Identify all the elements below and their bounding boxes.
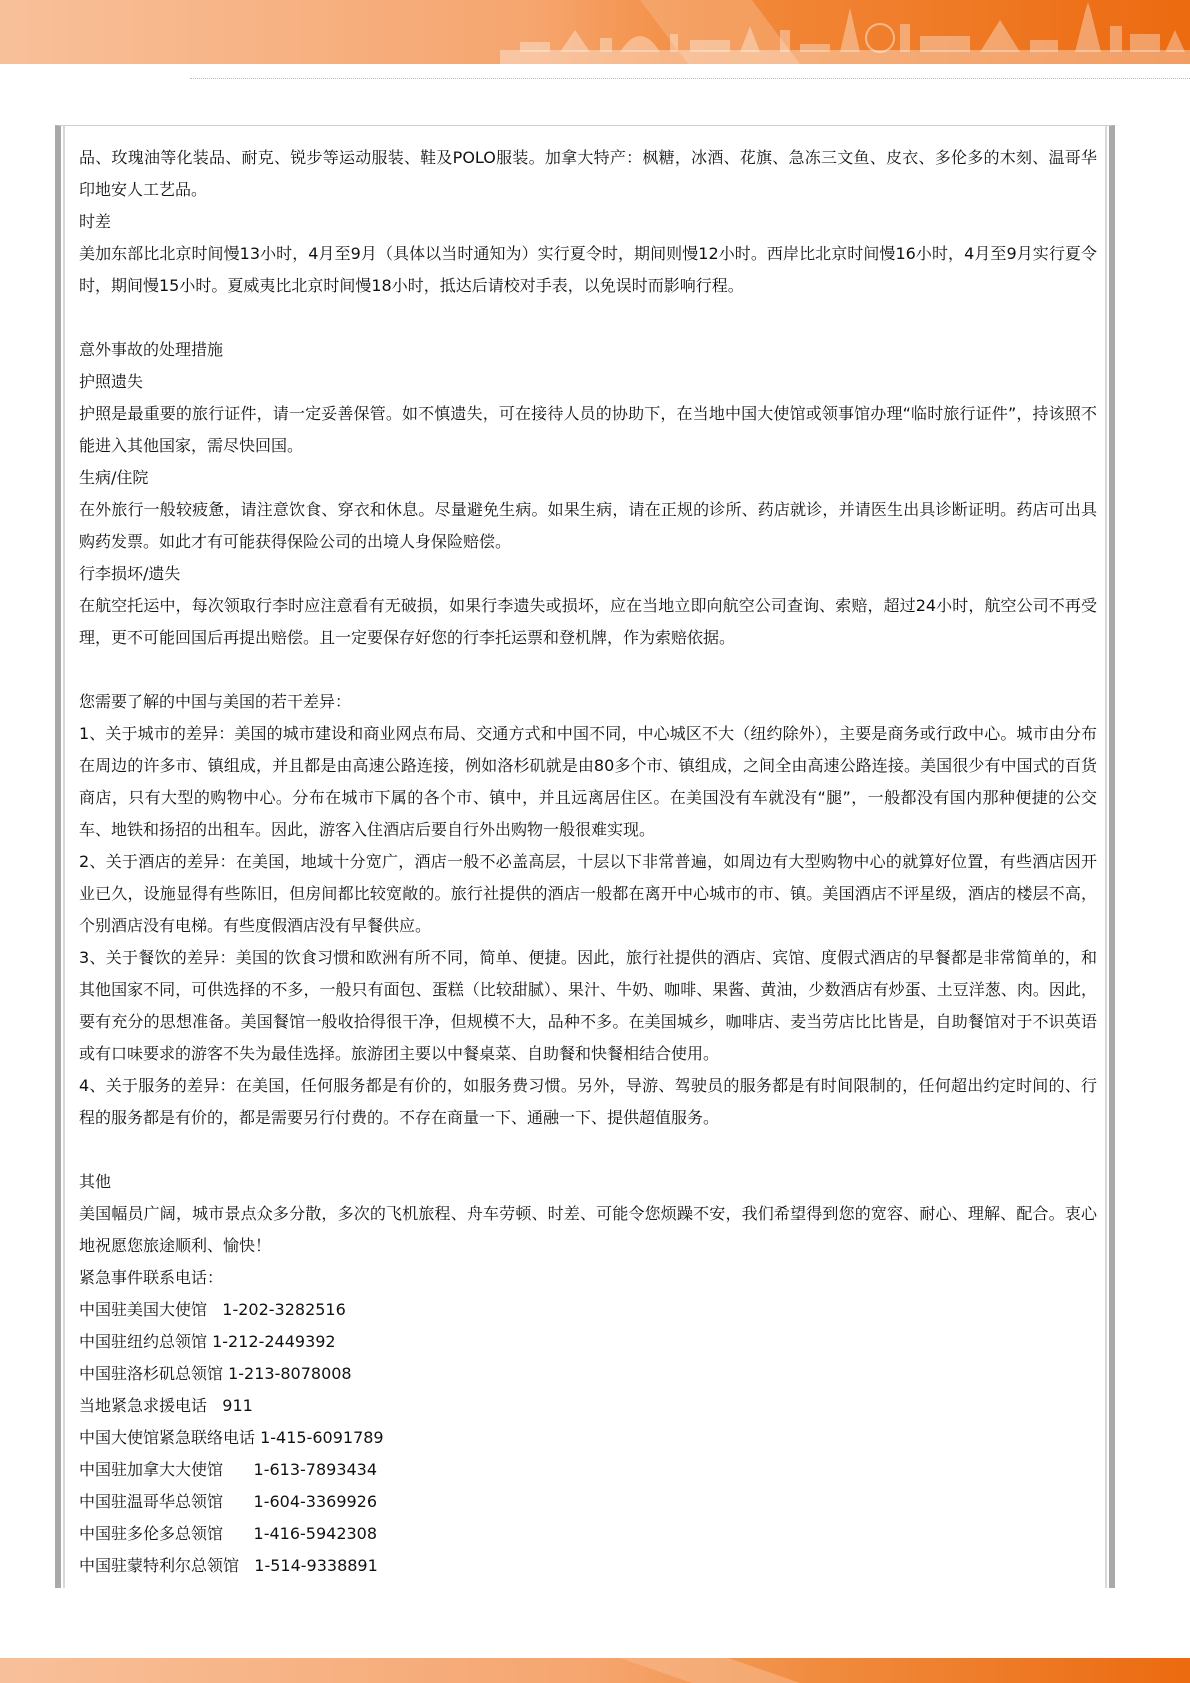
spacer <box>79 1134 1097 1166</box>
paragraph-time-difference: 美加东部比北京时间慢13小时，4月至9月（具体以当时通知为）实行夏令时，期间则慢12小时。西岸比北京时间慢16小时，4月至9月实行夏令时，期间慢15小时。夏威夷比北京时间慢18小时，抵达后请校对手表，以免误时而影响行程。 <box>79 244 1097 295</box>
paragraph-luggage: 在航空托运中，每次领取行李时应注意看有无破损，如果行李遗失或损坏，应在当地立即向航空公司查询、索赔，超过24小时，航空公司不再受理，更不可能回国后再提出赔偿。且一定要保存好您的行李托运票和登机牌，作为索赔依据。 <box>79 596 1097 647</box>
contact-row: 中国驻美国大使馆 1-202-3282516 <box>79 1300 346 1319</box>
spacer <box>79 654 1097 686</box>
contact-row: 中国驻洛杉矶总领馆 1-213-8078008 <box>79 1364 352 1383</box>
heading-accident-measures: 意外事故的处理措施 <box>79 340 224 359</box>
contact-row: 中国驻温哥华总领馆 1-604-3369926 <box>79 1492 378 1511</box>
heading-time-difference: 时差 <box>79 212 112 231</box>
footer-wedge <box>620 1658 800 1683</box>
paragraph-service-difference: 4、关于服务的差异：在美国，任何服务都是有价的，如服务费习惯。另外，导游、驾驶员的服务都是有时间限制的，任何超出约定时间的、行程的服务都是有价的，都是需要另行付费的。不存在商量一下、通融一下、提供超值服务。 <box>79 1076 1097 1127</box>
paragraph-other: 美国幅员广阔，城市景点众多分散，多次的飞机旅程、舟车劳顿、时差、可能令您烦躁不安，我们希望得到您的宽容、耐心、理解、配合。衷心地祝愿您旅途顺利、愉快！ <box>79 1204 1097 1255</box>
paragraph-hotel-difference: 2、关于酒店的差异：在美国，地域十分宽广，酒店一般不必盖高层，十层以下非常普遍，如周边有大型购物中心的就算好位置，有些酒店因开业已久，设施显得有些陈旧，但房间都比较宽敞的。旅行社提供的酒店一般都在离开中心城市的市、镇。美国酒店不评星级，酒店的楼层不高，个别酒店没有电梯。有些度假酒店没有早餐供应。 <box>79 852 1097 935</box>
contact-row: 中国驻蒙特利尔总领馆 1-514-9338891 <box>79 1556 378 1575</box>
footer-banner <box>0 1658 1190 1683</box>
heading-illness: 生病/住院 <box>79 468 149 487</box>
contact-row: 中国驻多伦多总领馆 1-416-5942308 <box>79 1524 378 1543</box>
contact-row: 当地紧急求援电话 911 <box>79 1396 253 1415</box>
contact-row: 中国驻加拿大大使馆 1-613-7893434 <box>79 1460 378 1479</box>
spacer <box>79 302 1097 334</box>
heading-emergency-contacts: 紧急事件联系电话： <box>79 1268 224 1287</box>
city-skyline-icon <box>500 0 1190 64</box>
heading-luggage: 行李损坏/遗失 <box>79 564 181 583</box>
header-banner <box>0 0 1190 64</box>
heading-differences: 您需要了解的中国与美国的若干差异： <box>79 692 352 711</box>
heading-other: 其他 <box>79 1172 112 1191</box>
header-divider <box>190 78 1190 79</box>
paragraph-dining-difference: 3、关于餐饮的差异：美国的饮食习惯和欧洲有所不同，简单、便捷。因此，旅行社提供的酒店、宾馆、度假式酒店的早餐都是非常简单的，和其他国家不同，可供选择的不多，一般只有面包、蛋糕（比较甜腻）、果汁、牛奶、咖啡、果酱、黄油，少数酒店有炒蛋、土豆洋葱、肉。因此，要有充分的思想准备。美国餐馆一般收拾得很干净，但规模不大，品种不多。在美国城乡，咖啡店、麦当劳店比比皆是，自助餐馆对于不识英语或有口味要求的游客不失为最佳选择。旅游团主要以中餐桌菜、自助餐和快餐相结合使用。 <box>79 948 1097 1063</box>
paragraph-shopping-tail: 品、玫瑰油等化装品、耐克、锐步等运动服装、鞋及POLO服装。加拿大特产：枫糖，冰酒、花旗、急冻三文鱼、皮衣、多伦多的木刻、温哥华印地安人工艺品。 <box>79 148 1097 199</box>
heading-passport-loss: 护照遗失 <box>79 372 144 391</box>
paragraph-illness: 在外旅行一般较疲惫，请注意饮食、穿衣和休息。尽量避免生病。如果生病，请在正规的诊所、药店就诊，并请医生出具诊断证明。药店可出具购药发票。如此才有可能获得保险公司的出境人身保险赔偿。 <box>79 500 1097 551</box>
content-frame <box>55 125 1115 1588</box>
contact-row: 中国大使馆紧急联络电话 1-415-6091789 <box>79 1428 384 1447</box>
paragraph-passport-loss: 护照是最重要的旅行证件，请一定妥善保管。如不慎遗失，可在接待人员的协助下，在当地中国大使馆或领事馆办理“临时旅行证件”，持该照不能进入其他国家，需尽快回国。 <box>79 404 1097 455</box>
contact-list <box>79 1294 1097 1582</box>
document-body <box>79 142 1097 1582</box>
contact-row: 中国驻纽约总领馆 1-212-2449392 <box>79 1332 336 1351</box>
paragraph-city-difference: 1、关于城市的差异：美国的城市建设和商业网点布局、交通方式和中国不同，中心城区不大（纽约除外），主要是商务或行政中心。城市由分布在周边的许多市、镇组成，并且都是由高速公路连接，例如洛杉矶就是由80多个市、镇组成，之间全由高速公路连接。美国很少有中国式的百货商店，只有大型的购物中心。分布在城市下属的各个市、镇中，并且远离居住区。在美国没有车就没有“腿”，一般都没有国内那种便捷的公交车、地铁和扬招的出租车。因此，游客入住酒店后要自行外出购物一般很难实现。 <box>79 724 1097 839</box>
